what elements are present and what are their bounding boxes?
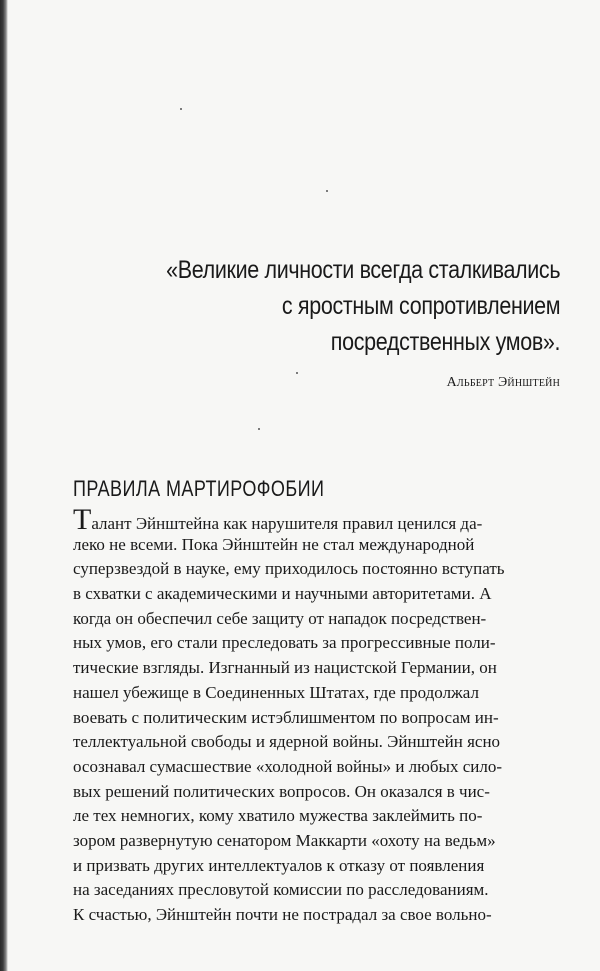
text-line: К счастью, Эйнштейн почти не пострадал за свое вольно- [73,905,492,924]
text-line: теллектуальной свободы и ядерной войны. Эйнштейн ясно [73,732,501,752]
text-line: осознавал сумасшествие «холодной войны» и любых сило- [73,756,502,776]
scan-speck [326,190,328,192]
text-line: зором развернутую сенатором Маккарти «охоту на ведьм» [73,830,496,850]
scan-speck [180,108,182,110]
text-line: ных умов, его стали преследовать за прогрессивные поли- [73,633,496,653]
text-line: и призвать других интеллектуалов к отказу от появления [73,855,485,875]
body-paragraph [73,503,568,928]
first-line-text: алант Эйнштейна как нарушителя правил ценился да- [91,514,483,533]
text-line: тические взгляды. Изгнанный из нацистской Германии, он [73,658,497,678]
text-line: воевать с политическим истэблишментом по вопросам ин- [73,707,499,727]
text-line: в схватки с академическими и научными авторитетами. А [73,584,492,604]
text-line: вых решений политических вопросов. Он оказался в чис- [73,781,490,801]
epigraph-line: посредственных умов». [330,328,560,356]
text-line: на заседаниях пресловутой комиссии по расследованиям. [73,880,489,900]
text-line: когда он обеспечил себе защиту от нападок посредствен- [73,608,487,628]
epigraph-line: «Великие личности всегда сталкивались [165,256,560,284]
section-heading: ПРАВИЛА МАРТИРОФОБИИ [73,476,325,501]
drop-cap: Т [73,503,92,536]
first-line [73,503,568,536]
page-binding-edge [0,0,8,971]
scan-speck [296,372,298,374]
text-line: нашел убежище в Соединенных Штатах, где продолжал [73,682,479,702]
scan-speck [258,428,260,430]
epigraph-quote [166,252,560,360]
text-line: леко не всеми. Пока Эйнштейн не стал международной [73,534,475,554]
epigraph-line: с яростным сопротивлением [281,292,560,320]
text-line: суперзвездой в науке, ему приходилось постоянно вступать [73,559,505,579]
text-line: ле тех немногих, кому хватило мужества заклеймить по- [73,806,483,826]
epigraph-author: Альберт Эйнштейн [446,375,560,390]
